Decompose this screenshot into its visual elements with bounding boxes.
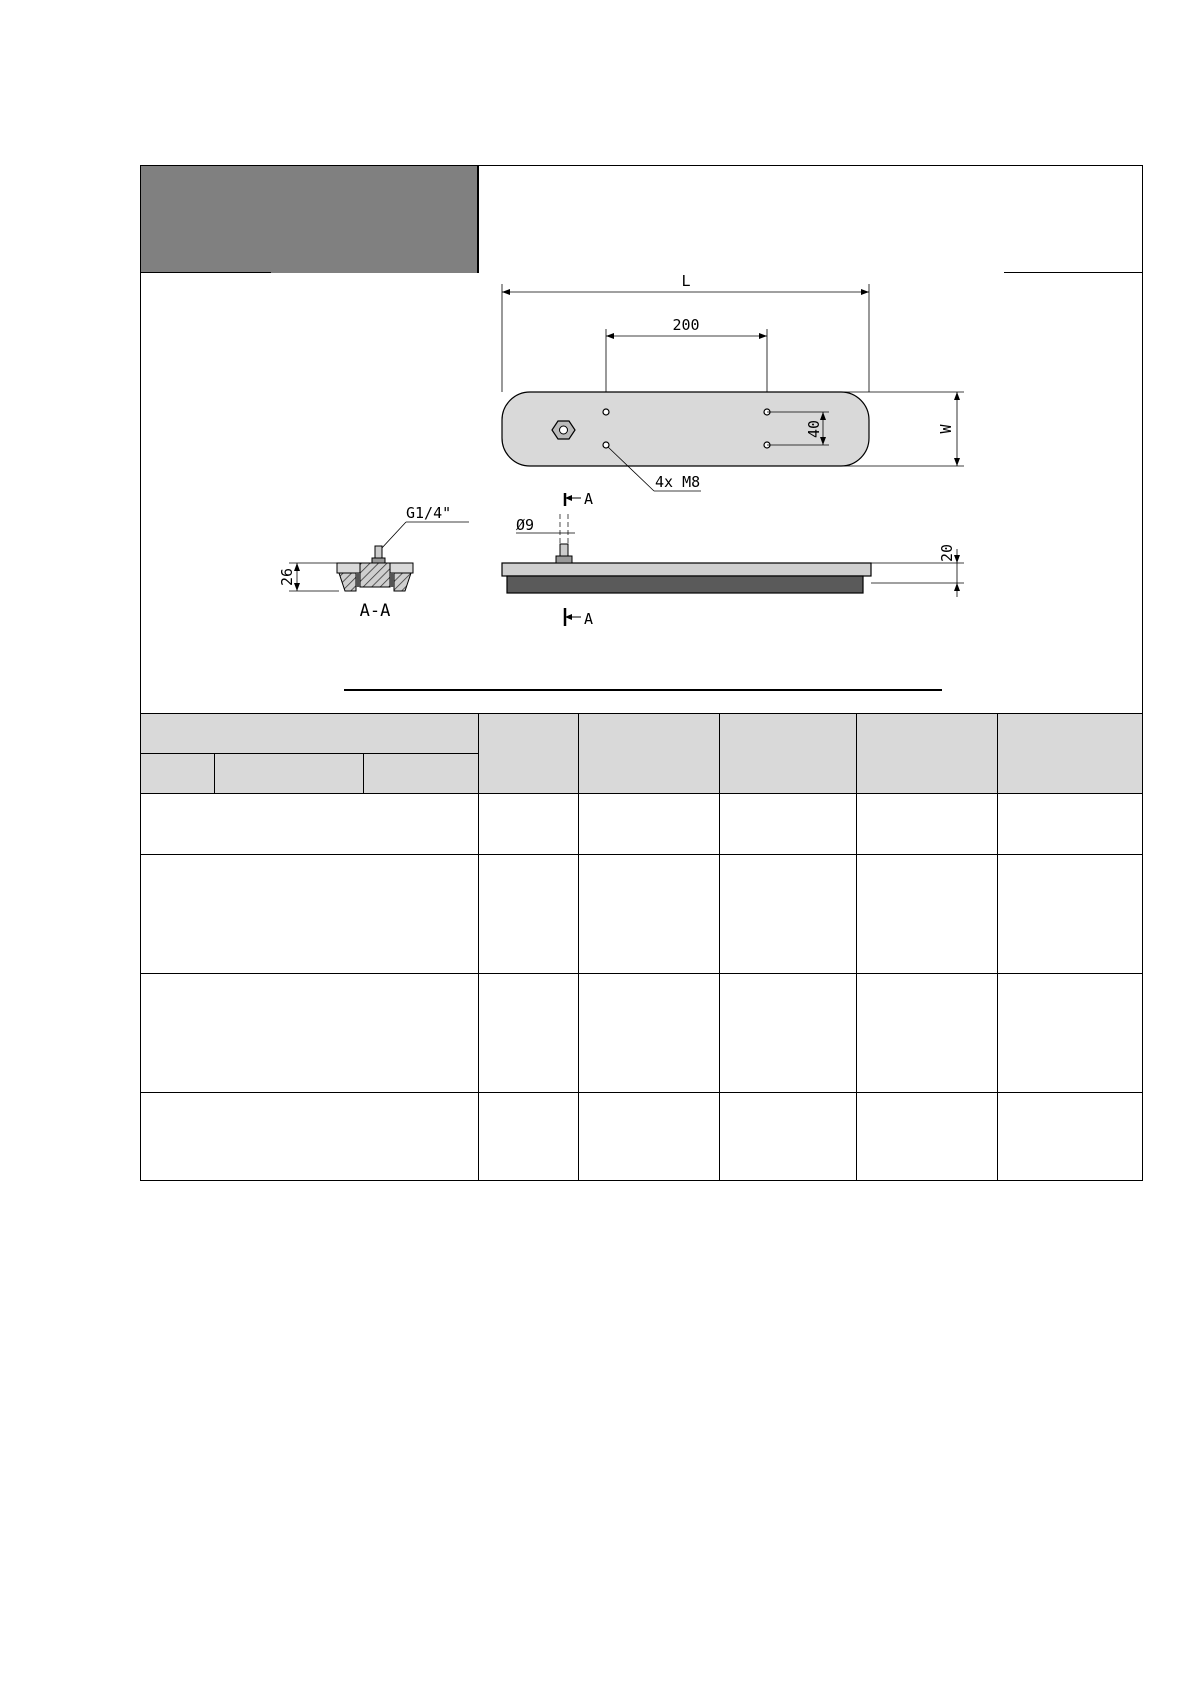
hole-callout-label: 4x M8 <box>655 473 701 491</box>
table-row-3-cell-1 <box>141 974 479 1093</box>
datasheet-frame <box>140 165 1143 1181</box>
header-divider-right <box>1004 272 1142 273</box>
top-view <box>502 274 964 491</box>
table-row-3-cell-2 <box>479 974 579 1093</box>
dim-hole-spacing-label: 200 <box>672 316 700 334</box>
table-header-col-6 <box>998 714 1142 794</box>
diameter-label: Ø9 <box>516 516 535 534</box>
table-row-2-cell-1 <box>141 855 479 974</box>
side-view <box>502 490 964 628</box>
table-row-2-cell-5 <box>857 855 998 974</box>
header-title-block <box>141 166 479 273</box>
table-header-col-3 <box>579 714 720 794</box>
table-row-1-cell-6 <box>998 794 1142 855</box>
table-row-2-cell-4 <box>720 855 857 974</box>
mount-hole <box>603 409 609 415</box>
table-header-col-4 <box>720 714 857 794</box>
table-row-1-cell-1 <box>141 794 479 855</box>
table-row-4-cell-1 <box>141 1093 479 1181</box>
section-view-a-a <box>278 504 469 621</box>
table-row-1-cell-4 <box>720 794 857 855</box>
dim-length-label: L <box>681 274 691 290</box>
table-row-3-cell-3 <box>579 974 720 1093</box>
table-row-4-cell-6 <box>998 1093 1142 1181</box>
table-header-col-5 <box>857 714 998 794</box>
dim-height-side-label: 20 <box>938 543 956 563</box>
table-header-sub-1 <box>141 754 215 794</box>
table-row-1-cell-3 <box>579 794 720 855</box>
thread-label: G1/4" <box>406 504 452 522</box>
table-row-3-cell-6 <box>998 974 1142 1093</box>
table-header-col-2 <box>479 714 579 794</box>
dim-hole-pitch-label: 40 <box>805 419 823 439</box>
table-row-4-cell-5 <box>857 1093 998 1181</box>
table-row-3-cell-5 <box>857 974 998 1093</box>
table-header-sub-2 <box>215 754 364 794</box>
drawing-canvas <box>141 274 1142 714</box>
table-row-4-cell-4 <box>720 1093 857 1181</box>
section-label: A-A <box>359 601 391 621</box>
table-row-4-cell-3 <box>579 1093 720 1181</box>
section-marker-top: A <box>584 490 594 508</box>
table-row-2-cell-3 <box>579 855 720 974</box>
table-row-2-cell-2 <box>479 855 579 974</box>
table-header-group <box>141 714 479 754</box>
table-row-3-cell-4 <box>720 974 857 1093</box>
table-row-1-cell-5 <box>857 794 998 855</box>
table-row-2-cell-6 <box>998 855 1142 974</box>
table-header-sub-3 <box>364 754 479 794</box>
table-row-4-cell-2 <box>479 1093 579 1181</box>
dim-height-section-label: 26 <box>278 567 296 587</box>
header-divider-left <box>141 272 271 273</box>
section-marker-bottom: A <box>584 610 594 628</box>
table-row-1-cell-2 <box>479 794 579 855</box>
dim-width-label: W <box>937 424 955 434</box>
